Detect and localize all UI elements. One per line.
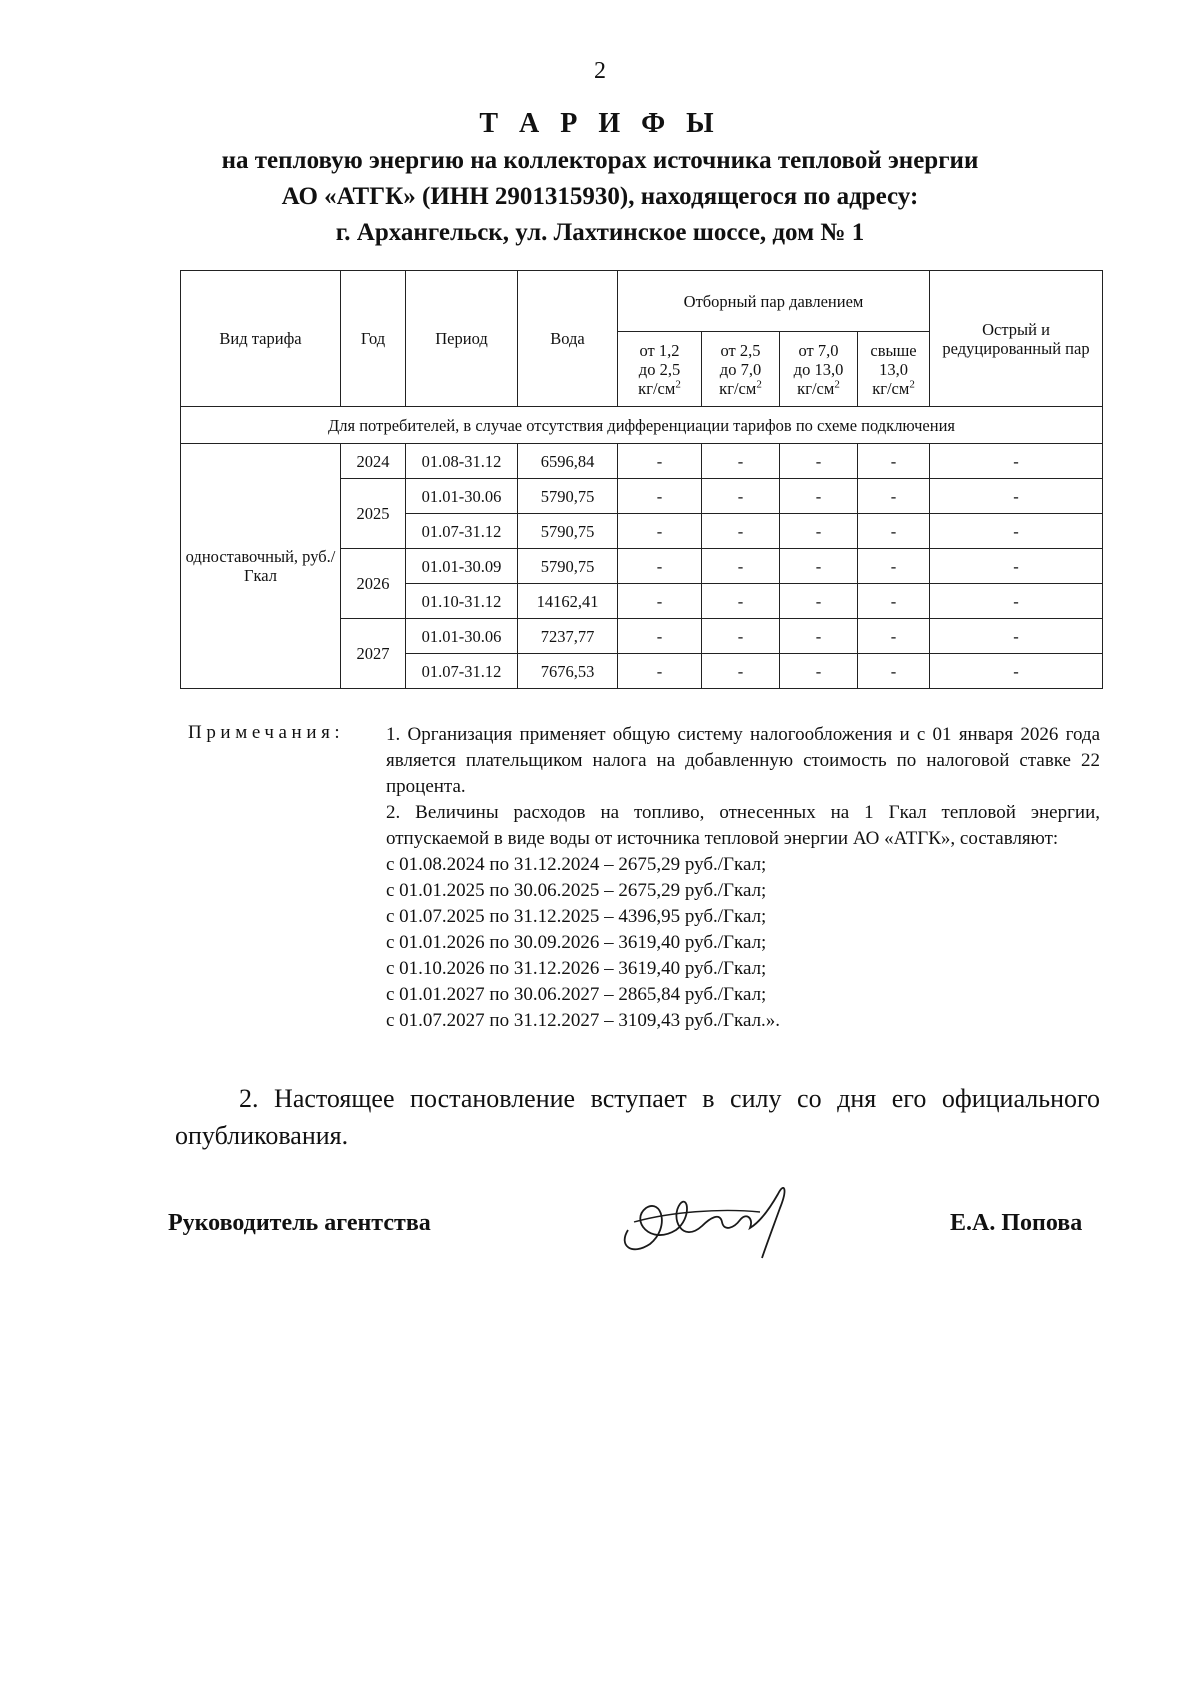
fuel-cost-line: с 01.10.2026 по 31.12.2026 – 3619,40 руб./Гкал; xyxy=(386,958,767,979)
subtitle-line: АО «АТГК» (ИНН 2901315930), находящегося по адресу: xyxy=(281,183,919,210)
pressure-range-to: до 7,0 xyxy=(719,359,762,379)
pressure-range-from: свыше xyxy=(870,340,917,360)
pressure-range-from: от 1,2 xyxy=(639,340,680,360)
year-cell: 2025 xyxy=(341,479,406,549)
steam-cell: - xyxy=(618,619,702,654)
steam-cell: - xyxy=(858,654,930,689)
period-cell: 01.07-31.12 xyxy=(406,654,518,689)
pressure-range-to: до 13,0 xyxy=(793,359,844,379)
subtitle-line: г. Архангельск, ул. Лахтинское шоссе, дом № 1 xyxy=(335,219,865,246)
water-cell: 14162,41 xyxy=(518,584,618,619)
sharp-steam-cell: - xyxy=(930,479,1103,514)
fuel-cost-line: с 01.01.2027 по 30.06.2027 – 2865,84 руб./Гкал; xyxy=(386,984,767,1005)
signatory-name: Е.А. Попова xyxy=(950,1210,1083,1236)
header-period: Период xyxy=(406,271,518,407)
water-cell: 7237,77 xyxy=(518,619,618,654)
fuel-cost-line: с 01.01.2025 по 30.06.2025 – 2675,29 руб./Гкал; xyxy=(386,880,767,901)
handwritten-signature xyxy=(610,1168,810,1264)
pressure-unit-power: 2 xyxy=(909,378,915,390)
document-subtitle xyxy=(150,143,1050,251)
page-number: 2 xyxy=(594,58,606,84)
steam-cell: - xyxy=(858,584,930,619)
steam-cell: - xyxy=(618,444,702,479)
steam-cell: - xyxy=(618,584,702,619)
header-pressure-range xyxy=(858,332,930,407)
steam-cell: - xyxy=(858,479,930,514)
water-cell: 5790,75 xyxy=(518,514,618,549)
header-pressure-range xyxy=(618,332,702,407)
steam-cell: - xyxy=(702,549,780,584)
sharp-steam-cell: - xyxy=(930,444,1103,479)
steam-cell: - xyxy=(858,619,930,654)
pressure-range-from: от 7,0 xyxy=(798,340,839,360)
header-water: Вода xyxy=(518,271,618,407)
steam-cell: - xyxy=(780,619,858,654)
fuel-cost-line: с 01.07.2025 по 31.12.2025 – 4396,95 руб./Гкал; xyxy=(386,906,767,927)
steam-cell: - xyxy=(702,584,780,619)
steam-cell: - xyxy=(702,654,780,689)
period-cell: 01.08-31.12 xyxy=(406,444,518,479)
notes-body xyxy=(386,722,1100,1034)
header-sharp-steam: Острый и редуцированный пар xyxy=(930,271,1103,407)
pressure-unit: кг/см xyxy=(797,378,835,398)
pressure-range-to: 13,0 xyxy=(879,359,908,379)
steam-cell: - xyxy=(780,654,858,689)
tariff-name-cell: одноставочный, руб./Гкал xyxy=(181,444,341,689)
year-cell: 2024 xyxy=(341,444,406,479)
pressure-unit-power: 2 xyxy=(834,378,840,390)
period-cell: 01.01-30.06 xyxy=(406,479,518,514)
steam-cell: - xyxy=(780,479,858,514)
steam-cell: - xyxy=(618,479,702,514)
header-pressure-range xyxy=(702,332,780,407)
steam-cell: - xyxy=(618,549,702,584)
header-tariff-type: Вид тарифа xyxy=(181,271,341,407)
effective-date-text: 2. Настоящее постановление вступает в силу со дня его официального опубликования. xyxy=(175,1084,1100,1150)
document-title: Т А Р И Ф Ы xyxy=(479,108,721,139)
steam-cell: - xyxy=(858,549,930,584)
header-pressure-range xyxy=(780,332,858,407)
pressure-unit: кг/см xyxy=(638,378,676,398)
header-year: Год xyxy=(341,271,406,407)
steam-cell: - xyxy=(858,514,930,549)
steam-cell: - xyxy=(702,619,780,654)
pressure-range-from: от 2,5 xyxy=(720,340,761,360)
header-extraction-steam: Отборный пар давлением xyxy=(618,271,930,332)
sharp-steam-cell: - xyxy=(930,654,1103,689)
pressure-unit: кг/см xyxy=(719,378,757,398)
pressure-unit-power: 2 xyxy=(756,378,762,390)
sharp-steam-cell: - xyxy=(930,549,1103,584)
steam-cell: - xyxy=(780,514,858,549)
pressure-range-to: до 2,5 xyxy=(638,359,681,379)
notes-label: Примечания: xyxy=(188,722,345,743)
period-cell: 01.01-30.06 xyxy=(406,619,518,654)
steam-cell: - xyxy=(702,514,780,549)
water-cell: 5790,75 xyxy=(518,549,618,584)
fuel-cost-line: с 01.07.2027 по 31.12.2027 – 3109,43 руб./Гкал.». xyxy=(386,1010,781,1031)
water-cell: 5790,75 xyxy=(518,479,618,514)
pressure-unit-power: 2 xyxy=(675,378,681,390)
year-cell: 2026 xyxy=(341,549,406,619)
pressure-unit: кг/см xyxy=(872,378,910,398)
table-row xyxy=(181,444,1103,479)
year-cell: 2027 xyxy=(341,619,406,689)
consumer-group-label: Для потребителей, в случае отсутствия дифференциации тарифов по схеме подключения xyxy=(181,407,1103,444)
steam-cell: - xyxy=(780,444,858,479)
steam-cell: - xyxy=(702,444,780,479)
effective-date-paragraph xyxy=(175,1080,1100,1154)
note-1: 1. Организация применяет общую систему налогообложения и с 01 января 2026 года является плательщиком налога на добавленную стоимость по налоговой ставке 22 процента. xyxy=(386,724,1100,797)
steam-cell: - xyxy=(858,444,930,479)
period-cell: 01.07-31.12 xyxy=(406,514,518,549)
steam-cell: - xyxy=(618,654,702,689)
sharp-steam-cell: - xyxy=(930,514,1103,549)
sharp-steam-cell: - xyxy=(930,584,1103,619)
period-cell: 01.10-31.12 xyxy=(406,584,518,619)
steam-cell: - xyxy=(702,479,780,514)
sharp-steam-cell: - xyxy=(930,619,1103,654)
steam-cell: - xyxy=(618,514,702,549)
fuel-cost-line: с 01.08.2024 по 31.12.2024 – 2675,29 руб./Гкал; xyxy=(386,854,767,875)
water-cell: 6596,84 xyxy=(518,444,618,479)
period-cell: 01.01-30.09 xyxy=(406,549,518,584)
tariff-table xyxy=(180,270,1103,689)
subtitle-line: на тепловую энергию на коллекторах источника тепловой энергии xyxy=(221,147,979,174)
fuel-cost-line: с 01.01.2026 по 30.09.2026 – 3619,40 руб./Гкал; xyxy=(386,932,767,953)
signatory-role: Руководитель агентства xyxy=(168,1210,431,1236)
steam-cell: - xyxy=(780,584,858,619)
steam-cell: - xyxy=(780,549,858,584)
note-2: 2. Величины расходов на топливо, отнесенных на 1 Гкал тепловой энергии, отпускаемой в виде воды от источника тепловой энергии АО «АТГК», составляют: xyxy=(386,802,1100,849)
water-cell: 7676,53 xyxy=(518,654,618,689)
